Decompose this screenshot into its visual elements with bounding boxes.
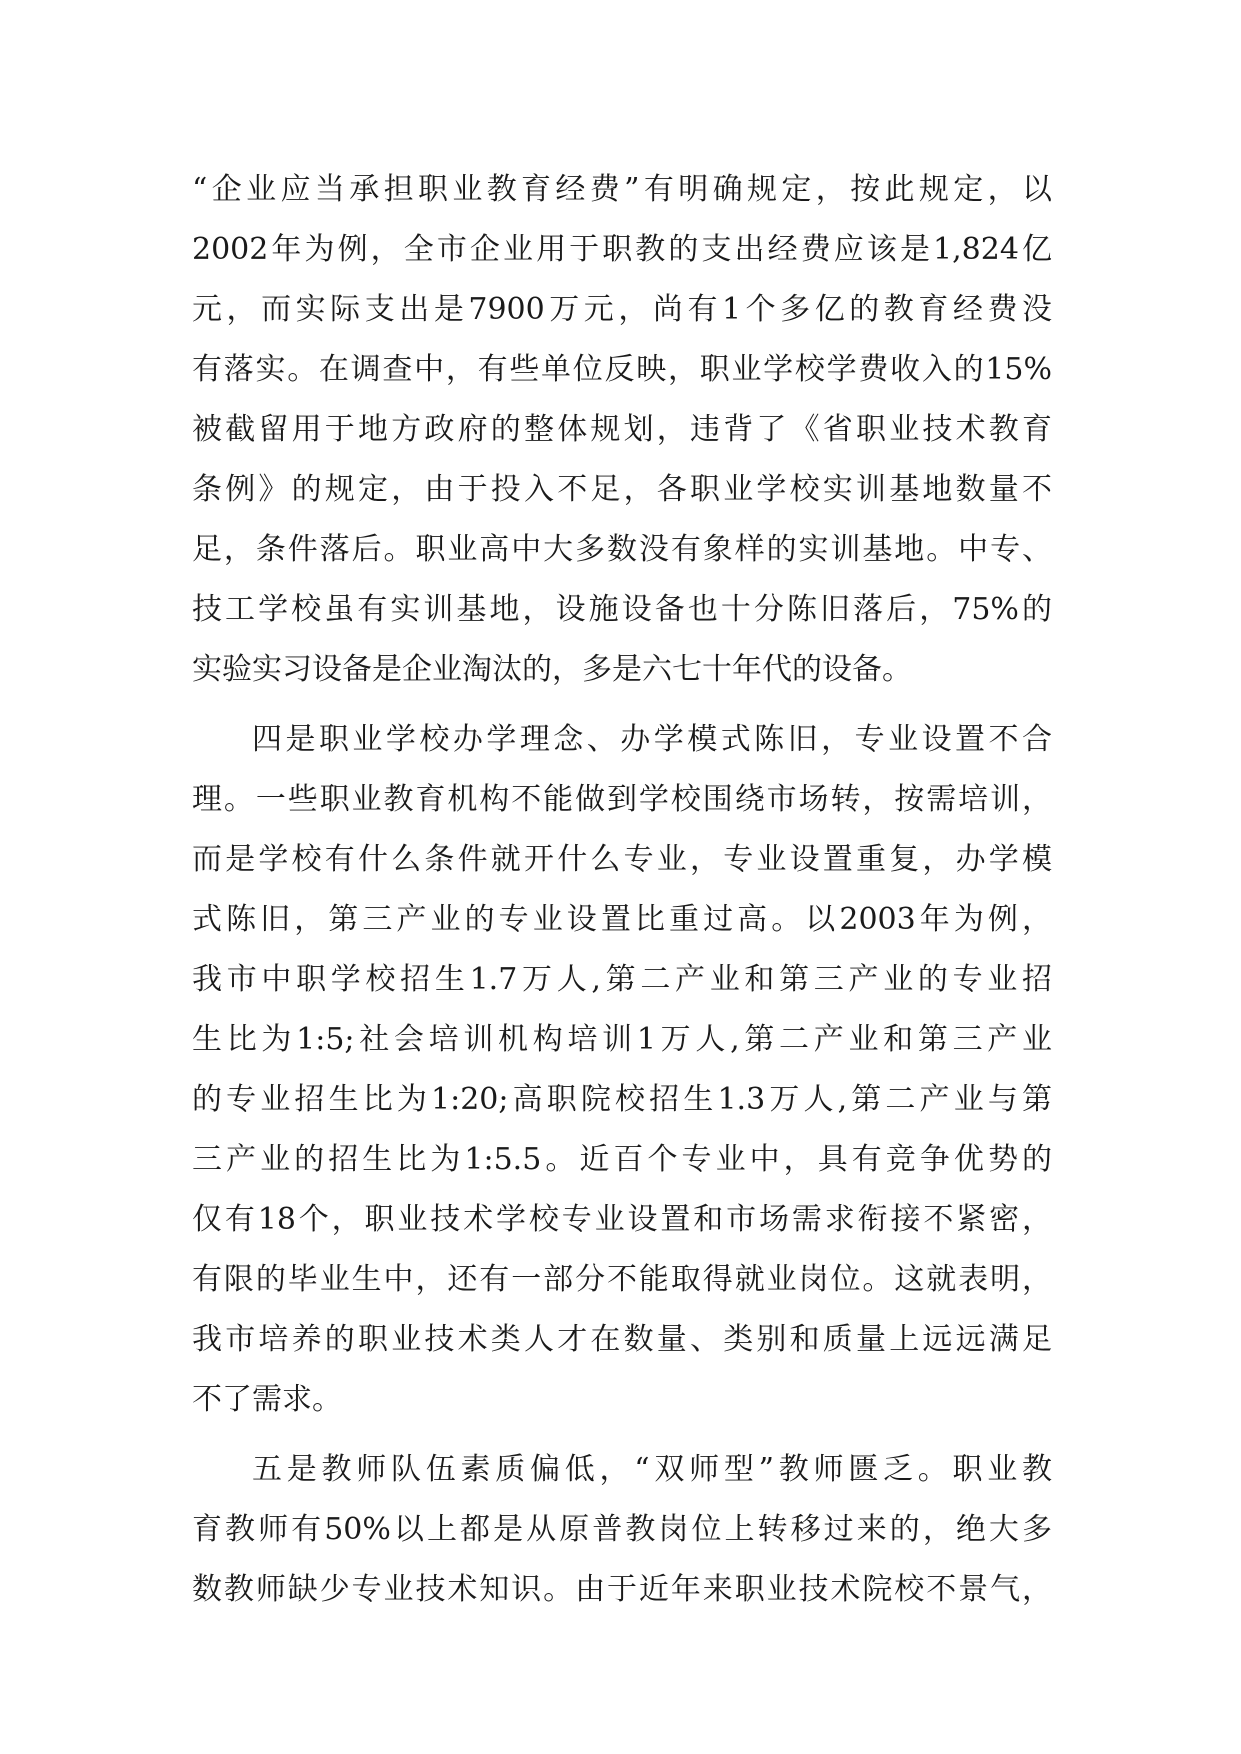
paragraph-point-four: [192, 710, 1052, 1430]
text-line: 的专业招生比为1:20;高职院校招生1.3万人,第二产业与第: [192, 1082, 1052, 1117]
text-line: 式陈旧，第三产业的专业设置比重过高。以2003年为例，: [192, 902, 1052, 937]
text-line: 不了需求。: [192, 1382, 342, 1417]
text-line: “企业应当承担职业教育经费”有明确规定，按此规定，以: [192, 172, 1052, 207]
paragraph-gap: [192, 1430, 1052, 1440]
text-line: 实验实习设备是企业淘汰的，多是六七十年代的设备。: [192, 652, 912, 687]
text-line: 三产业的招生比为1:5.5。近百个专业中，具有竞争优势的: [192, 1142, 1052, 1177]
text-line: 数教师缺少专业技术知识。由于近年来职业技术院校不景气，: [192, 1572, 1052, 1607]
paragraph-continuation: [192, 160, 1052, 700]
text-line: 元，而实际支出是7900万元，尚有1个多亿的教育经费没: [192, 292, 1052, 327]
text-line: 生比为1:5;社会培训机构培训1万人,第二产业和第三产业: [192, 1022, 1052, 1057]
text-line: 四是职业学校办学理念、办学模式陈旧，专业设置不合: [252, 722, 1052, 757]
text-line: 我市培养的职业技术类人才在数量、类别和质量上远远满足: [192, 1322, 1052, 1357]
text-line: 2002年为例，全市企业用于职教的支出经费应该是1,824亿: [192, 232, 1052, 267]
text-line: 有限的毕业生中，还有一部分不能取得就业岗位。这就表明，: [192, 1262, 1052, 1297]
paragraph-gap: [192, 700, 1052, 710]
text-line: 被截留用于地方政府的整体规划，违背了《省职业技术教育: [192, 412, 1052, 447]
text-line: 有落实。在调查中，有些单位反映，职业学校学费收入的15%: [192, 352, 1052, 387]
text-line: 理。一些职业教育机构不能做到学校围绕市场转，按需培训，: [192, 782, 1052, 817]
text-line: 五是教师队伍素质偏低，“双师型”教师匮乏。职业教: [252, 1452, 1052, 1487]
text-line: 而是学校有什么条件就开什么专业，专业设置重复，办学模: [192, 842, 1052, 877]
paragraph-point-five: [192, 1440, 1052, 1620]
text-line: 条例》的规定，由于投入不足，各职业学校实训基地数量不: [192, 472, 1052, 507]
document-body: [192, 160, 1052, 1620]
text-line: 育教师有50%以上都是从原普教岗位上转移过来的，绝大多: [192, 1512, 1052, 1547]
text-line: 我市中职学校招生1.7万人,第二产业和第三产业的专业招: [192, 962, 1052, 997]
text-line: 技工学校虽有实训基地，设施设备也十分陈旧落后，75%的: [192, 592, 1052, 627]
text-line: 足，条件落后。职业高中大多数没有象样的实训基地。中专、: [192, 532, 1052, 567]
text-line: 仅有18个，职业技术学校专业设置和市场需求衔接不紧密，: [192, 1202, 1052, 1237]
